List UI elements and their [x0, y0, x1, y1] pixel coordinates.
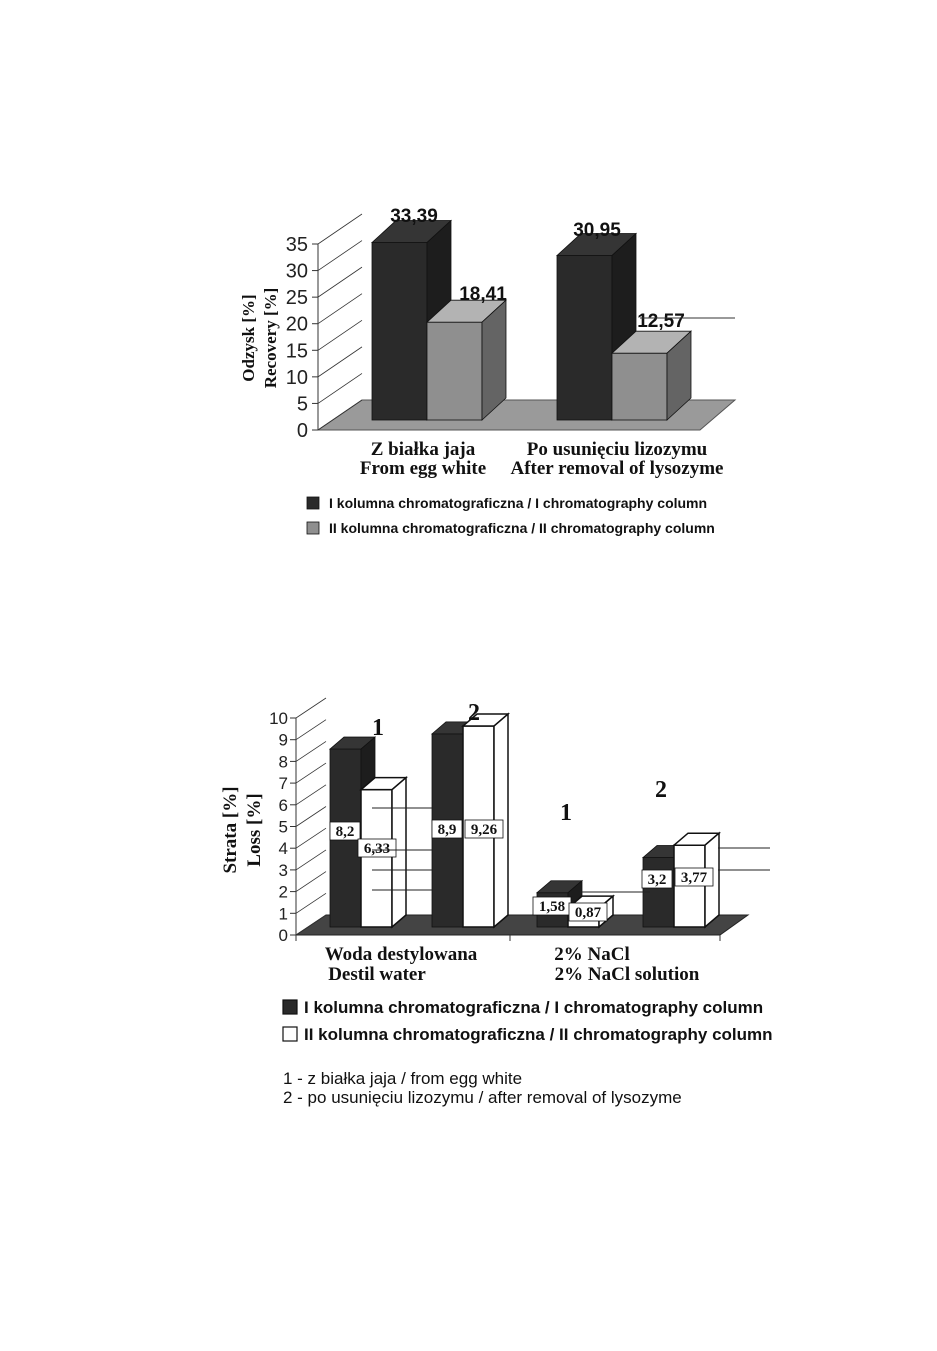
chart2-ytick-leader	[296, 720, 326, 740]
chart2-ytick-label: 6	[278, 795, 288, 815]
chart2-ytick-leader	[296, 872, 326, 892]
chart2-bar-front	[361, 790, 392, 927]
chart1-ylabel: Odzysk [%]	[239, 294, 258, 382]
chart1-bar-front	[612, 353, 667, 420]
chart1-ytick-leader	[318, 373, 362, 403]
chart2-footnote: 1 - z białka jaja / from egg white	[283, 1069, 523, 1088]
chart2-category-label: Woda destylowana	[324, 944, 478, 965]
chart2-category-label: Destil water	[328, 964, 426, 985]
chart1-bar-front	[557, 256, 612, 420]
chart1-legend-label: I kolumna chromatograficzna / I chromatography column	[329, 495, 708, 511]
chart2-legend-swatch	[283, 1000, 297, 1014]
chart1-ytick-label: 0	[296, 420, 308, 442]
chart1-data-label: 30,95	[573, 220, 621, 241]
chart2-footnote: 2 - po usunięciu lizozymu / after removal of lysozyme	[283, 1088, 682, 1107]
chart2-ytick-leader	[296, 741, 326, 761]
chart2-ytick-label: 4	[278, 839, 288, 859]
chart2-category-label: 2% NaCl solution	[554, 964, 700, 985]
chart2-data-label: 8,2	[335, 824, 355, 840]
chart1-ytick-label: 5	[296, 393, 308, 416]
chart2-ytick-leader	[296, 850, 326, 870]
chart1-bar	[612, 331, 691, 420]
chart1-ytick-label: 15	[285, 340, 308, 363]
chart2-category-label: 2% NaCl	[554, 944, 630, 965]
chart2-group-marker: 1	[372, 715, 384, 741]
chart2-data-label: 1,58	[538, 899, 566, 915]
chart2-ytick-leader	[296, 785, 326, 805]
chart1-ytick-leader	[318, 294, 362, 324]
chart2-ytick-leader	[296, 893, 326, 913]
chart1-ytick-label: 20	[285, 313, 308, 336]
chart2-data-label: 0,87	[574, 905, 602, 921]
chart2-ytick-leader	[296, 698, 326, 718]
chart1-ytick-label: 30	[285, 260, 308, 283]
chart1-ytick-leader	[318, 241, 362, 271]
chart2-ytick-label: 1	[278, 904, 288, 924]
chart2-group-marker: 1	[560, 800, 572, 826]
chart2-ytick-label: 10	[269, 709, 288, 728]
chart1-legend-label: II kolumna chromatograficzna / II chromatography column	[329, 520, 715, 536]
chart1-bar-front	[427, 322, 482, 420]
chart1-data-label: 33,39	[390, 206, 438, 227]
chart1-data-label: 12,57	[637, 311, 685, 332]
chart2-ytick-label: 8	[278, 752, 288, 772]
chart2-legend-swatch	[283, 1027, 297, 1041]
chart1-bar-front	[372, 243, 427, 420]
chart2-ytick-leader	[296, 807, 326, 827]
chart2-ytick-label: 3	[278, 860, 288, 880]
chart2-data-label: 3,77	[680, 870, 708, 886]
chart1-ytick-leader	[318, 347, 362, 377]
chart2-data-label: 8,9	[437, 822, 457, 838]
chart2-ylabel: Loss [%]	[244, 793, 265, 867]
chart2-data-label: 9,26	[470, 822, 498, 838]
chart2-ytick-leader	[296, 763, 326, 783]
chart2-ytick-label: 9	[278, 730, 288, 750]
chart1-ytick-leader	[318, 214, 362, 244]
chart1-ytick-leader	[318, 267, 362, 297]
chart1-ytick-label: 10	[285, 366, 308, 389]
chart2-ytick-leader	[296, 828, 326, 848]
chart1-ytick-leader	[318, 320, 362, 350]
chart1-category-label: Po usunięciu lizozymu	[526, 439, 708, 460]
chart1-category-label: After removal of lysozyme	[510, 458, 724, 479]
chart2-legend-label: II kolumna chromatograficzna / II chromatography column	[304, 1025, 773, 1044]
chart1-ylabel: Recovery [%]	[261, 287, 280, 389]
chart2-data-label: 3,2	[647, 872, 667, 888]
chart1-ytick-label: 25	[285, 287, 308, 310]
chart1-bar	[427, 300, 506, 420]
chart2-ytick-label: 2	[278, 882, 288, 902]
chart2-group-marker: 2	[655, 777, 667, 803]
chart2-group-marker: 2	[468, 700, 480, 726]
chart2-ytick-label: 0	[278, 926, 288, 945]
chart1-category-label: From egg white	[359, 458, 487, 479]
chart2-data-label: 6,33	[363, 841, 391, 857]
chart1-category-label: Z białka jaja	[370, 439, 476, 460]
chart1-data-label: 18,41	[459, 284, 507, 305]
chart1-ytick-label: 35	[285, 234, 308, 256]
chart1-legend-swatch	[307, 497, 319, 509]
chart2-ylabel: Strata [%]	[220, 786, 241, 874]
chart1-legend-swatch	[307, 522, 319, 534]
chart2-legend-label: I kolumna chromatograficzna / I chromatography column	[304, 998, 764, 1017]
chart2-ytick-label: 5	[278, 817, 288, 837]
chart2-ytick-label: 7	[278, 774, 288, 794]
